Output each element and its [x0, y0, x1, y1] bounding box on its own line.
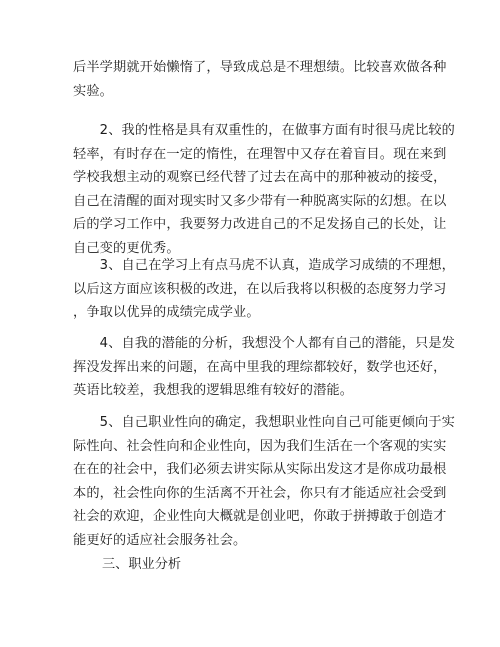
text-line: 际性向、社会性向和企业性向，因为我们生活在一个客观的实实: [73, 438, 447, 454]
text-line: 后半学期就开始懒惰了，导致成总是不理想绩。比较喜欢做各种: [73, 60, 447, 75]
paragraph-3: [73, 254, 455, 325]
text-line: 以后这方面应该积极的改进，在以后我将以积极的态度努力学习: [73, 281, 447, 297]
paragraph-5: [73, 411, 455, 553]
text-line: 4、自我的潜能的分析，我想没个人都有自己的潜能，只是发: [73, 336, 455, 351]
paragraph-4: [73, 332, 455, 403]
text-line: 5、自己职业性向的确定，我想职业性向自己可能更倾向于实: [73, 415, 455, 430]
text-line: 社会的欢迎，企业性向大概就是创业吧，你敢于拼搏敢于创造才: [73, 509, 447, 525]
paragraph-2: [73, 119, 455, 261]
text-line: ，争取以优异的成绩完成学业。: [73, 305, 260, 321]
text-line: 2、我的性格是具有双重性的，在做事方面有时很马虎比较的: [73, 123, 455, 138]
text-line: 能更好的适应社会服务社会。: [73, 532, 247, 548]
text-line: 英语比较差，我想我的逻辑思维有较好的潜能。: [73, 383, 354, 399]
text-line: 后的学习工作中，我要努力改进自己的不足发扬自己的长处，让: [73, 217, 447, 233]
text-line: 3、自己在学习上有点马虎不认真，造成学习成绩的不理想，: [73, 258, 455, 273]
text-line: 学校我想主动的观察已经代替了过去在高中的那种被动的接受，: [73, 170, 447, 186]
text-line: 本的，社会性向你的生活离不开社会，你只有才能适应社会受到: [73, 485, 447, 501]
text-line: 挥没发挥出来的问题，在高中里我的理综都较好，数学也还好，: [73, 359, 447, 375]
section-heading: 三、职业分析: [102, 557, 182, 572]
text-line: 自己变的更优秀。: [73, 240, 180, 256]
paragraph-1: [73, 56, 447, 103]
text-line: 在在的社会中，我们必须去讲实际从实际出发这才是你成功最根: [73, 462, 447, 478]
text-line: 实验。: [73, 83, 114, 99]
text-line: 轻率，有时存在一定的惰性，在理智中又存在着盲目。现在来到: [73, 146, 447, 162]
text-line: 自己在清醒的面对现实时又多少带有一种脱离实际的幻想。在以: [73, 193, 447, 209]
